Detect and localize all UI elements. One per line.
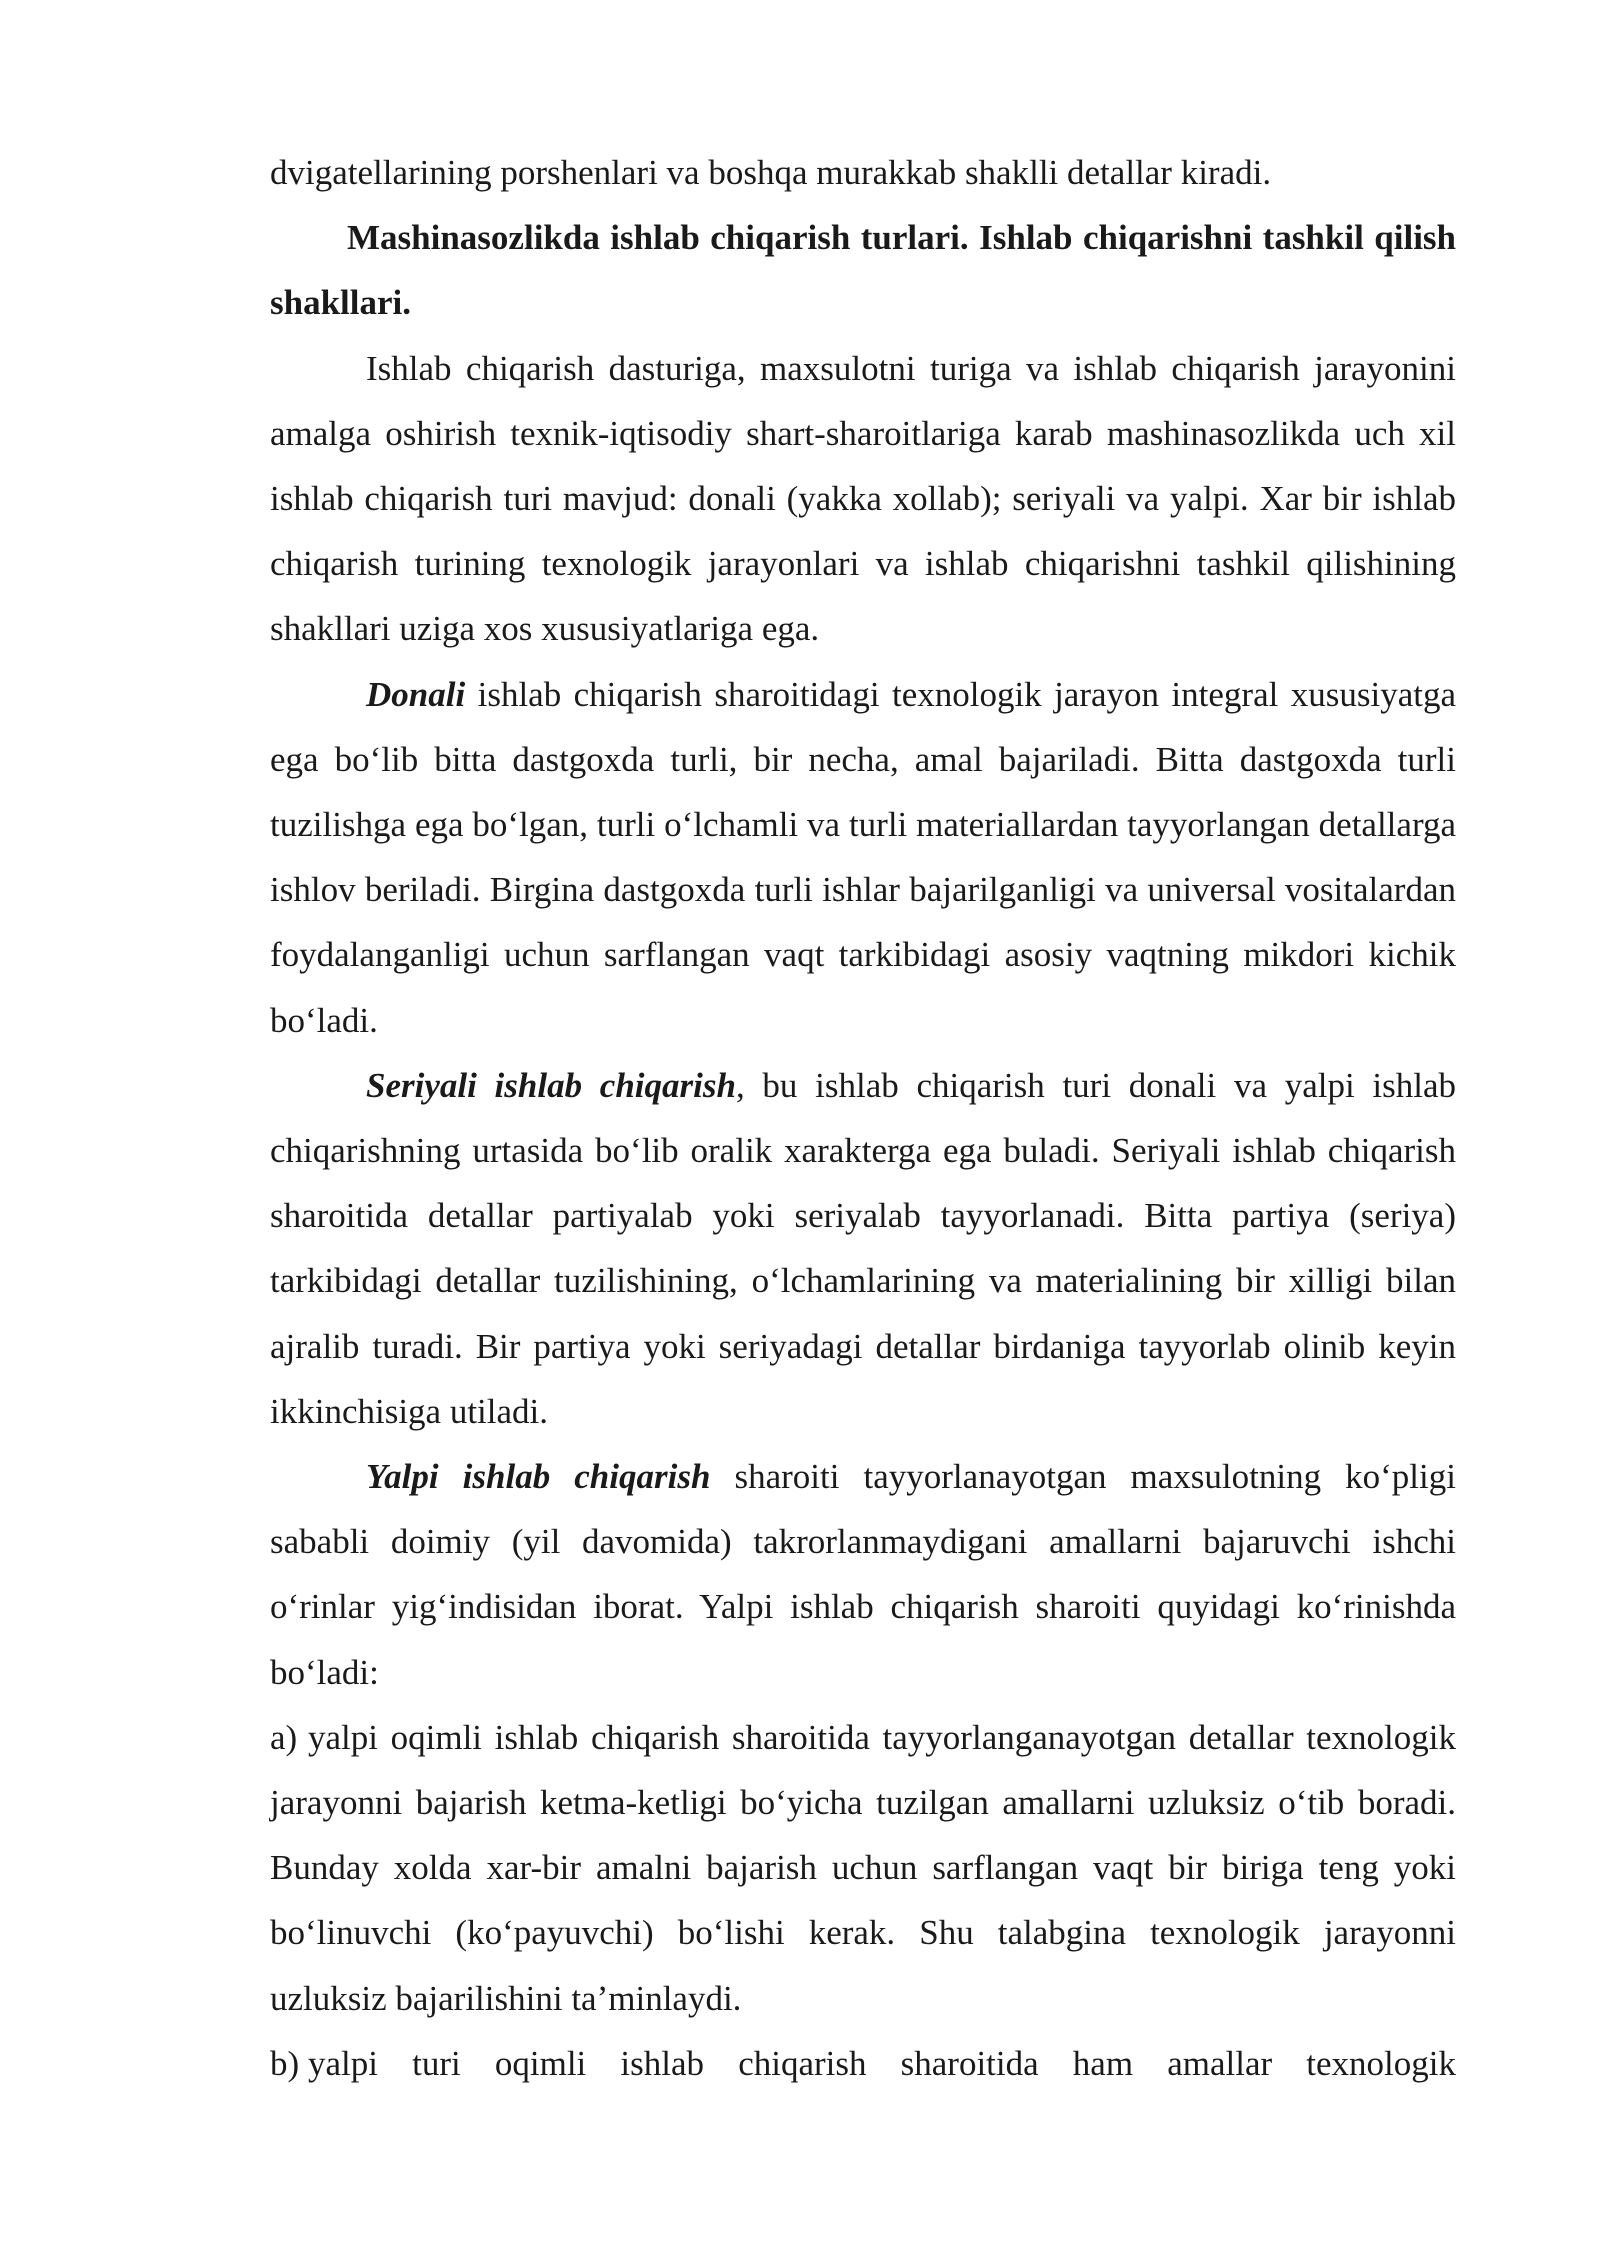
document-page [270, 140, 1456, 2096]
list-item-b [270, 2031, 1456, 2096]
paragraph-serial-production [270, 1053, 1456, 1444]
paragraph-production-types-text: Ishlab chiqarish dasturiga, maxsulotni turiga va ishlab chiqarish jarayonini amalga oshirish texnik-iqtisodiy shart-sharoitlariga karab mashinasozlikda uch xil ishlab chiqarish turi mavjud: donali (yakka xollab); seriyali va yalpi. Xar bir ishlab chiqarish turining texnologik jarayonlari va ishlab chiqarishni tashkil qilishining shakllari uziga xos xususiyatlariga ega. [270, 348, 1456, 649]
list-item-b-text: yalpi turi oqimli ishlab chiqarish sharoitida ham amallar texnologik [308, 2043, 1456, 2083]
term-single-production: Donali [366, 674, 466, 714]
paragraph-mass-production [270, 1444, 1456, 1705]
list-item-a-text: yalpi oqimli ishlab chiqarish sharoitida tayyorlanganayotgan detallar texnologik jarayonni bajarish ketma-ketligi boʻyicha tuzilgan amallarni uzluksiz oʻtib boradi. Bunday xolda xar-bir amalni bajarish uchun sarflangan vaqt bir biriga teng yoki boʻlinuvchi (koʻpayuvchi) boʻlishi kerak. Shu talabgina texnologik jarayonni uzluksiz bajarilishini taʼminlaydi. [270, 1717, 1456, 2018]
term-mass-production: Yalpi ishlab chiqarish [366, 1457, 711, 1497]
continuation-paragraph [270, 140, 1456, 205]
section-heading [270, 205, 1456, 335]
list-item-a [270, 1705, 1456, 2031]
list-item-b-label: b) [270, 2043, 300, 2083]
paragraph-production-types [270, 336, 1456, 662]
term-serial-production: Seriyali ishlab chiqarish [366, 1065, 736, 1105]
paragraph-mass-production-text: sharoiti tayyorlanayotgan maxsulotning koʻpligi sababli doimiy (yil davomida) takrorlanmaydigani amallarni bajaruvchi ishchi oʻrinlar yigʻindisidan iborat. Yalpi ishlab chiqarish sharoiti quyidagi koʻrinishda boʻladi: [270, 1457, 1456, 1692]
paragraph-serial-production-text: , bu ishlab chiqarish turi donali va yalpi ishlab chiqarishning urtasida boʻlib oralik xarakterga ega buladi. Seriyali ishlab chiqarish sharoitida detallar partiyalab yoki seriyalab tayyorlanadi. Bitta partiya (seriya) tarkibidagi detallar tuzilishining, oʻlchamlarining va materialining bir xilligi bilan ajralib turadi. Bir partiya yoki seriyadagi detallar birdaniga tayyorlab olinib keyin ikkinchisiga utiladi. [270, 1065, 1456, 1431]
continuation-text: dvigatellarining porshenlari va boshqa murakkab shaklli detallar kiradi. [270, 153, 1272, 192]
paragraph-single-production [270, 662, 1456, 1053]
paragraph-single-production-text: ishlab chiqarish sharoitidagi texnologik jarayon integral xususiyatga ega boʻlib bitta dastgoxda turli, bir necha, amal bajariladi. Bitta dastgoxda turli tuzilishga ega boʻlgan, turli oʻlchamli va turli materiallardan tayyorlangan detallarga ishlov beriladi. Birgina dastgoxda turli ishlar bajarilganligi va universal vositalardan foydalanganligi uchun sarflangan vaqt tarkibidagi asosiy vaqtning mikdori kichik boʻladi. [270, 674, 1456, 1040]
section-heading-text: Mashinasozlikda ishlab chiqarish turlari. Ishlab chiqarishni tashkil qilish shakllari. [270, 218, 1456, 323]
list-item-a-label: a) [270, 1717, 298, 1757]
